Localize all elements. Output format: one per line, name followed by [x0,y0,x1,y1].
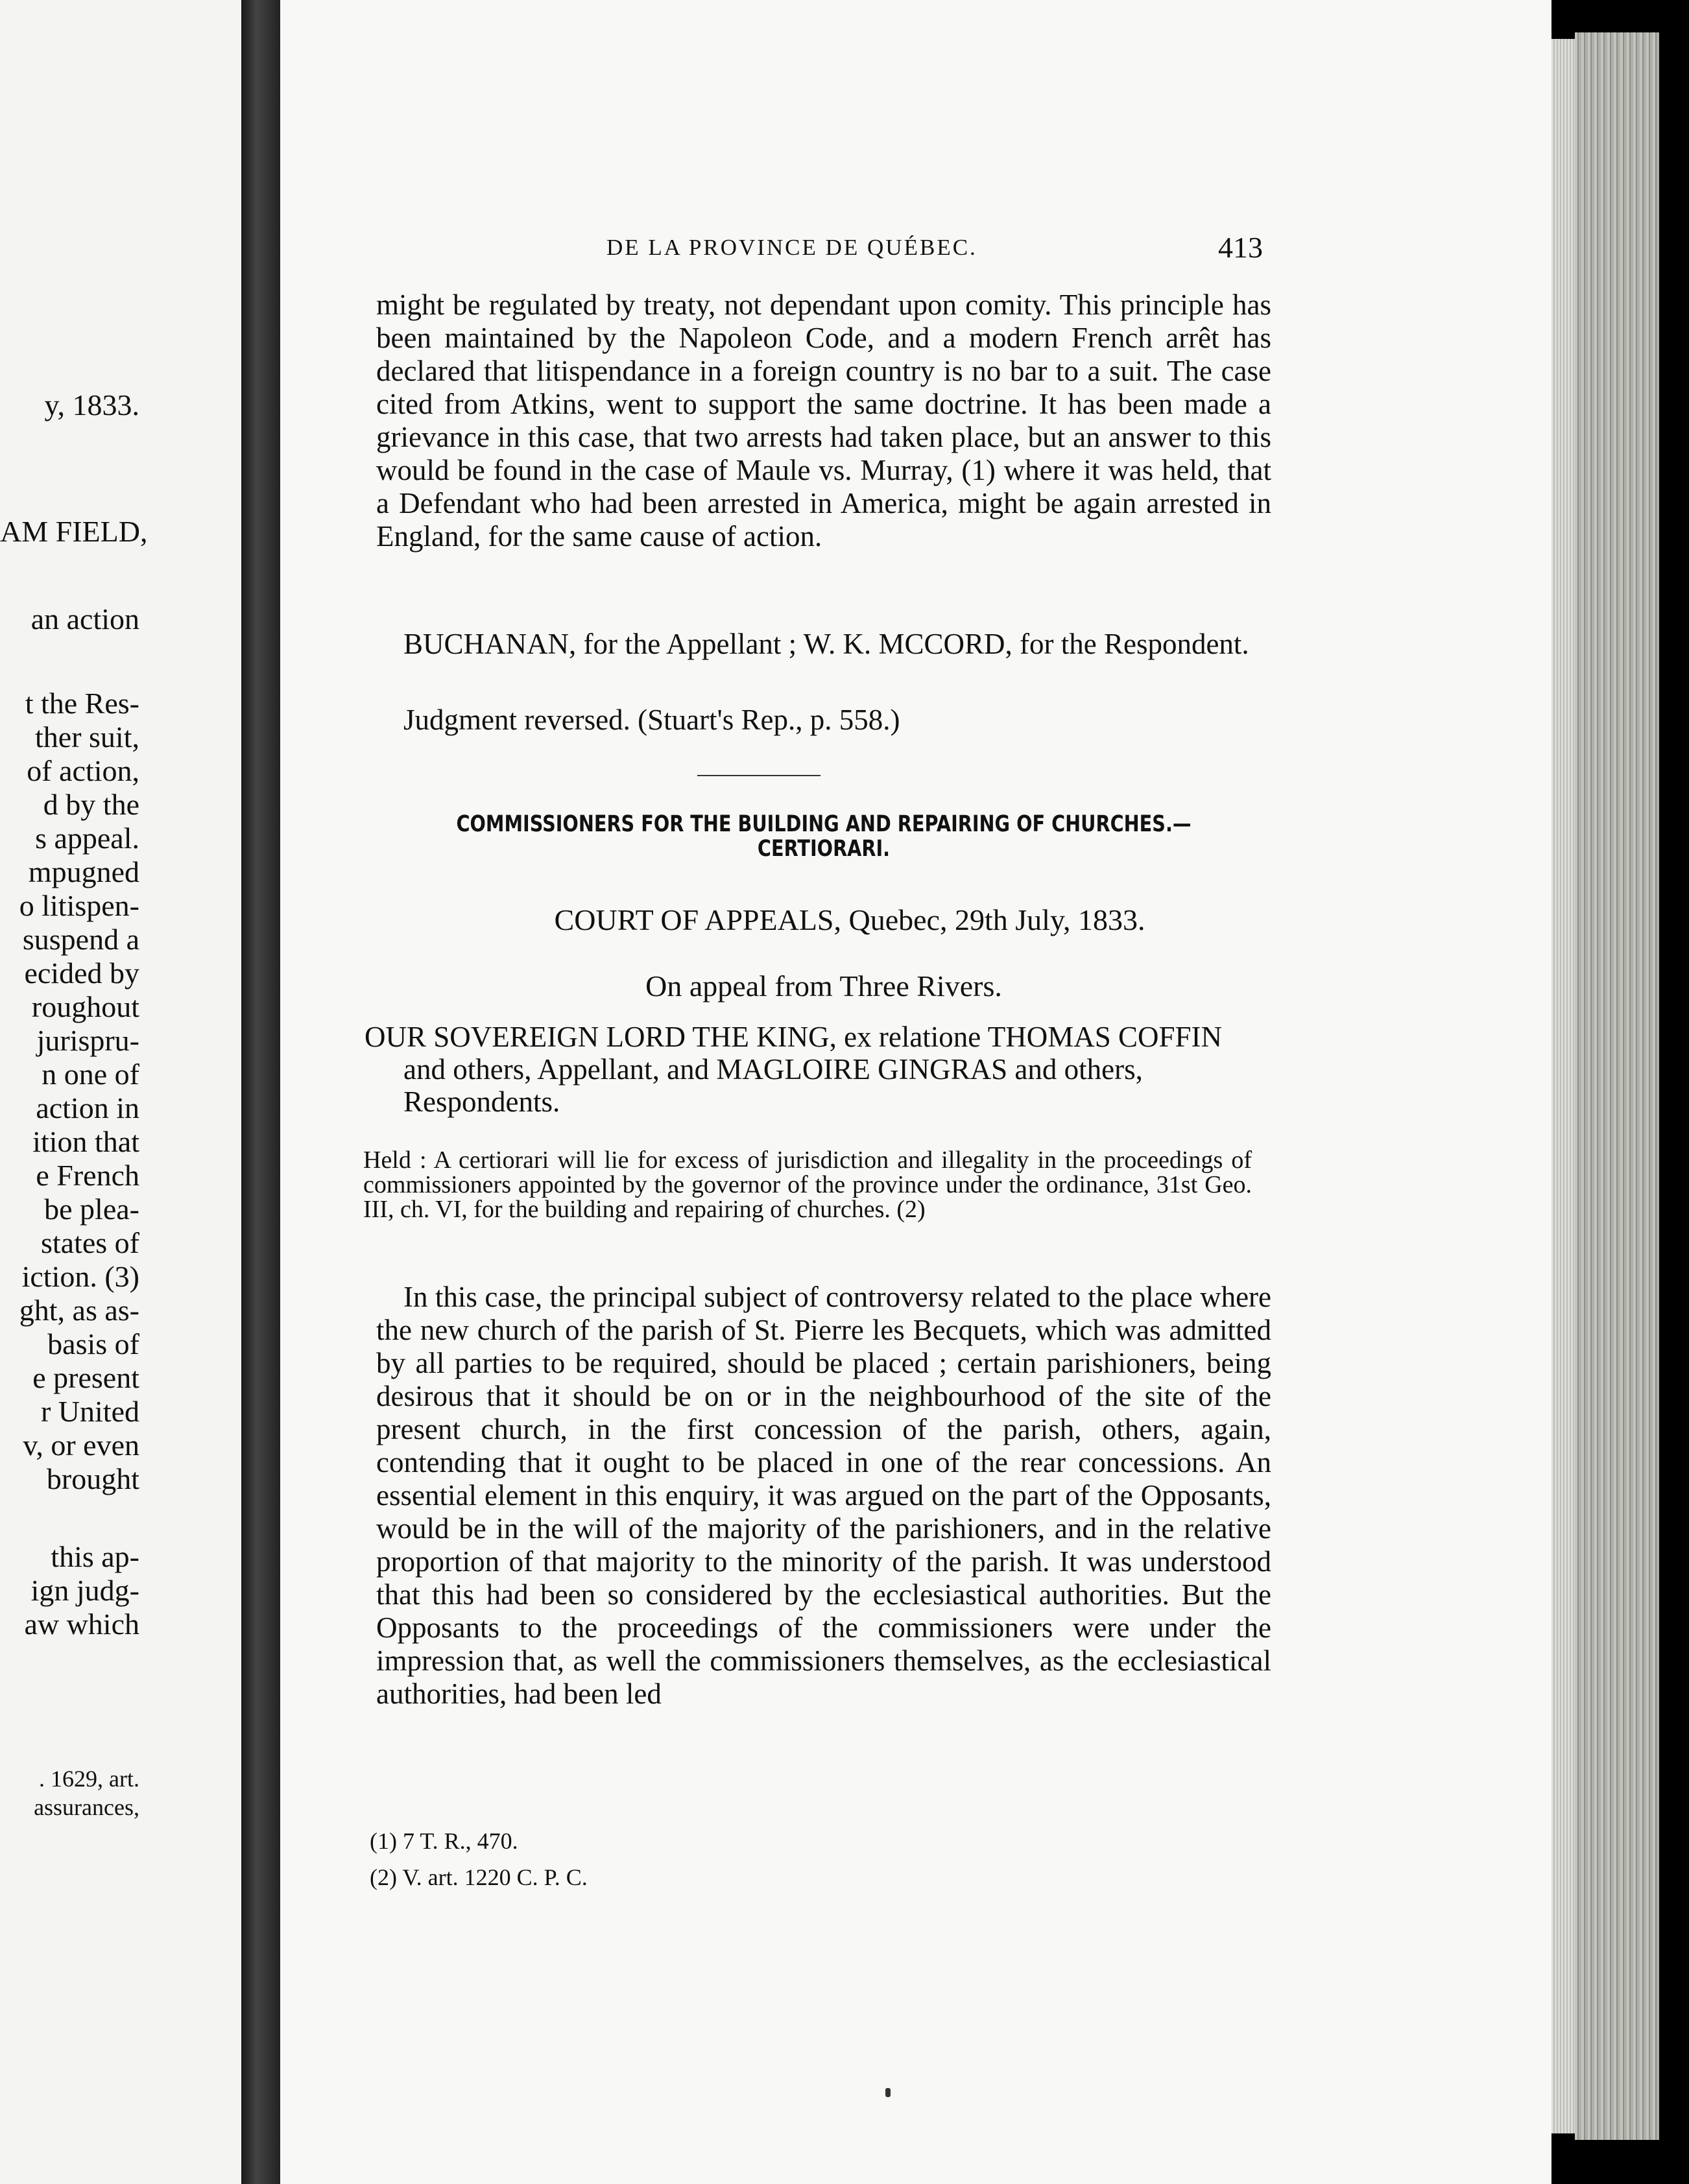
court-line: COURT OF APPEALS, Quebec, 29th July, 1833. [554,903,1145,936]
case-title-line-2: CERTIORARI. [757,836,891,862]
page-stack-edge [1575,32,1659,2140]
left-page-line: . 1629, art. [39,1766,139,1792]
left-page-line: ign judg- [30,1574,139,1607]
left-page-line: y, 1833. [44,388,139,421]
counsel-line: BUCHANAN, for the Appellant ; W. K. MCCORD, for the Respondent. [403,628,1249,660]
left-page-line: e French [36,1159,139,1192]
page-edge [1551,39,1575,2133]
left-page-line: assurances, [34,1794,139,1820]
left-page-line: an action [30,602,139,635]
section-divider [697,775,821,776]
left-page-line: this ap- [51,1540,139,1573]
left-page-line: t the Res- [25,687,139,720]
page-number: 413 [1218,231,1263,264]
left-page-line: ght, as as- [19,1294,139,1327]
left-page-line: ther suit, [35,720,139,754]
left-page-line: ecided by [24,956,139,990]
left-page-line: n one of [42,1058,139,1091]
appeal-from-line: On appeal from Three Rivers. [645,969,1002,1003]
left-page-line: AM FIELD, [0,515,148,548]
left-page-line: roughout [31,990,139,1023]
left-page [0,0,241,2184]
parties-paragraph: OUR SOVEREIGN LORD THE KING, ex relatione THOMAS COFFIN and others, Appellant, and MAGLOIRE GINGRAS and others, Respondents. [365,1021,1223,1118]
left-page-line: ition that [32,1125,139,1158]
case-title [435,812,1212,861]
left-page-line: aw which [24,1608,139,1641]
footnote-1: (1) 7 T. R., 470. [370,1828,518,1854]
book-gutter [241,0,280,2184]
left-page-line: d by the [43,788,139,821]
left-page-line: s appeal. [35,822,139,855]
left-page-line: basis of [47,1327,139,1360]
ink-speck [885,2088,891,2097]
opening-paragraph: might be regulated by treaty, not dependant upon comity. This principle has been maintained by the Napoleon Code, and a modern French arrêt has declared that litispendance in a foreign country is no bar to a suit. The case cited from Atkins, went to support the same doctrine. It has been made a grievance in this case, that two arrests had taken place, but an answer to this would be found in the case of Maule vs. Murray, (1) where it was held, that a Defendant who had been arrested in America, might be again arrested in England, for the same cause of action. [376,289,1271,552]
judgment-line: Judgment reversed. (Stuart's Rep., p. 558.) [403,704,900,736]
left-page-line: action in [36,1091,139,1124]
left-page-line: r United [40,1395,139,1428]
left-page-line: of action, [27,754,139,787]
left-page-line: e present [32,1361,139,1394]
held-headnote: Held : A certiorari will lie for excess of jurisdiction and illegality in the proceedings of commissioners appointed by the governor of the province under the ordinance, 31st Geo. III, ch. VI, for the building and repairing of churches. (2) [363,1146,1252,1223]
case-title-line-1: COMMISSIONERS FOR THE BUILDING AND REPAIRING OF CHURCHES.— [456,811,1192,837]
left-page-line: mpugned [28,855,139,888]
left-page-line: v, or even [23,1429,139,1462]
footnote-2: (2) V. art. 1220 C. P. C. [370,1864,588,1890]
running-header: DE LA PROVINCE DE QUÉBEC. [606,235,977,260]
left-page-line: iction. (3) [21,1260,139,1293]
left-page-line: jurispru- [36,1024,139,1057]
left-page-line: o litispen- [19,889,139,922]
left-page-line: states of [40,1226,139,1259]
case-body: In this case, the principal subject of controversy related to the place where the new church of the parish of St. Pierre les Becquets, which was admitted by all parties to be required, should be placed ; certain parishioners, being desirous that it should be on or in the neighbourhood of the site of the present church, in the first concession of the parish, others, again, contending that it ought to be placed in one of the rear concessions. An essential element in this enquiry, it was argued on the part of the Opposants, would be in the will of the majority of the parishioners, and in the relative proportion of that majority to the minority of the parish. It was understood that this had been so considered by the ecclesiastical authorities. But the Opposants to the proceedings of the commissioners were under the impression that, as well the commissioners themselves, as the ecclesiastical authorities, had been led [376,1281,1271,1710]
left-page-line: suspend a [22,923,139,956]
left-page-line: be plea- [44,1193,139,1226]
left-page-line: brought [46,1462,139,1495]
